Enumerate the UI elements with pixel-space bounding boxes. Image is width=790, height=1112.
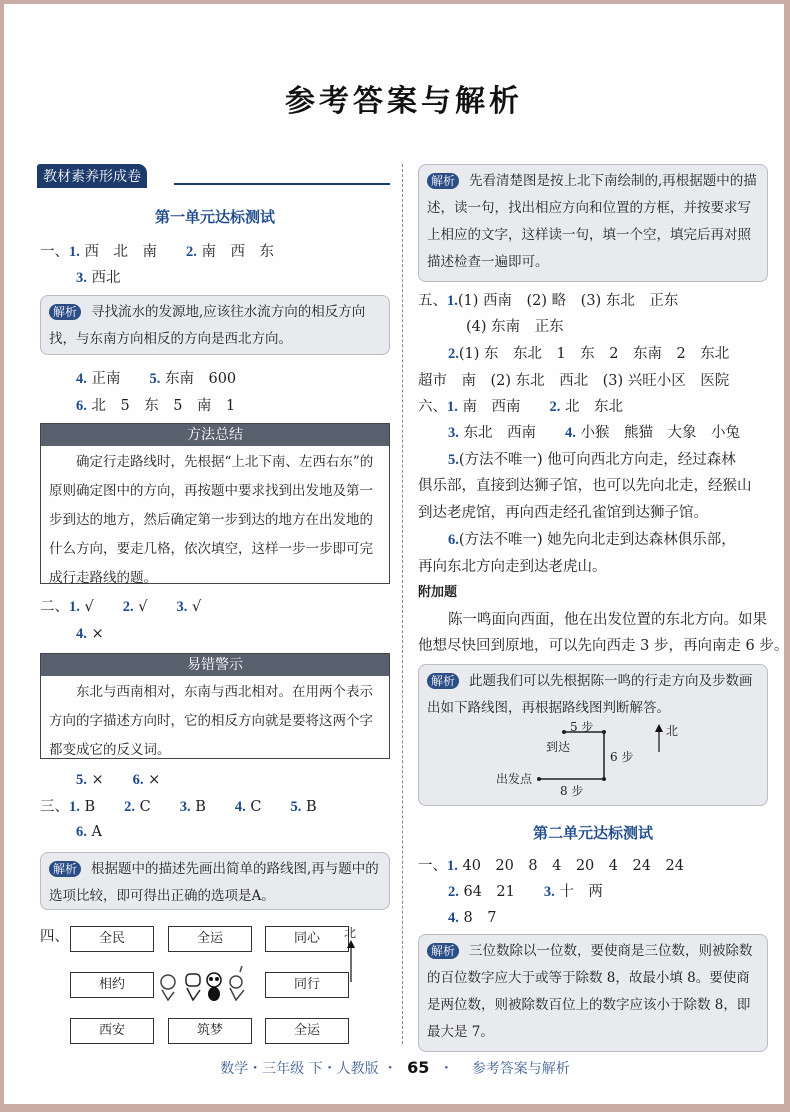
analysis-badge: 解析	[427, 943, 459, 959]
bonus-line1: 陈一鸣面向西面，他在出发位置的东北方向。如果	[448, 612, 767, 628]
word-box: 筑梦	[168, 1018, 252, 1044]
route-right-label: 6 步	[610, 750, 634, 764]
q1-row2: 3. 西北	[76, 270, 121, 286]
q5-line4: 超市 南 (2) 东北 西北 (3) 兴旺小区 医院	[418, 373, 730, 389]
column-divider	[402, 164, 403, 1044]
q6-5-line3: 到达老虎馆，再向西走经孔雀馆到达狮子馆。	[418, 505, 708, 521]
method-summary-box: 方法总结 确定行走路线时，先根据“上北下南、左西右东”的原则确定图中的方向，再按题中要求找到出发地及第一步到达的地方，然后确定第一步到达的地方在出发地的什么方向，要走几格，依次填空，这样一步一步即可完成行走路线的题。	[40, 423, 390, 584]
mascots-illustration	[154, 966, 254, 1010]
q5-line3: 2.(1) 东 东北 1 东 2 东南 2 东北	[448, 346, 730, 362]
page-footer: 数学・三年级 下・人教版 ・ 65 ・ 参考答案与解析	[220, 1058, 570, 1077]
q6-row1: 六、1. 南 西南 2. 北 东北	[418, 399, 623, 415]
analysis-badge: 解析	[427, 173, 459, 189]
q3-row2: 6. A	[76, 824, 102, 840]
q2-row2: 4. ×	[76, 626, 104, 642]
north-label: 北	[344, 926, 357, 940]
unit2-title: 第二单元达标测试	[532, 824, 653, 842]
word-box: 全民	[70, 926, 154, 952]
bonus-heading: 附加题	[418, 585, 458, 600]
footer-book-info: 数学・三年级 下・人教版	[220, 1061, 379, 1077]
page	[4, 4, 789, 1104]
q1-row4: 6. 北 5 东 5 南 1	[76, 398, 236, 414]
analysis-box: 解析 寻找流水的发源地,应该往水流方向的相反方向找，与东南方向相反的方向是西北方向。	[40, 295, 390, 355]
q6-5-line2: 俱乐部，直接到达狮子馆，也可以先向北走，经猴山	[418, 478, 752, 494]
unit1-title: 第一单元达标测试	[154, 208, 275, 226]
route-start-label: 出发点	[496, 772, 533, 786]
q6-6-line1: 6.(方法不唯一) 她先向北走到达森林俱乐部，	[448, 532, 736, 548]
word-box: 全运	[265, 1018, 349, 1044]
bonus-line2: 他想尽快回到原地，可以先向西走 3 步，再向南走 6 步。	[418, 638, 789, 654]
q2-row1: 二、1. √ 2. √ 3. √	[40, 599, 202, 615]
analysis-box: 解析 此题我们可以先根据陈一鸣的行走方向及步数画出如下路线图，再根据路线图判断解答。	[418, 664, 768, 806]
route-top-label: 5 步	[570, 720, 594, 734]
error-warning-box: 易错警示 东北与西南相对，东南与西北相对。在用两个表示方向的字描述方向时，它的相反方向就是要将这两个字都变成它的反义词。	[40, 653, 390, 759]
method-summary-heading: 方法总结	[41, 424, 389, 446]
analysis-badge: 解析	[427, 673, 459, 689]
route-bottom-label: 8 步	[560, 784, 584, 798]
u2-q1-row1: 一、1. 40 20 8 4 20 4 24 24	[418, 858, 684, 874]
q1-row1: 一、1. 西 北 南 2. 南 西 东	[40, 244, 274, 260]
q6-6-line2: 再向东北方向走到达老虎山。	[418, 559, 607, 575]
route-arrive-label: 到达	[546, 740, 571, 754]
q1-row3: 4. 正南 5. 东南 600	[76, 371, 237, 387]
footer-section: 参考答案与解析	[471, 1061, 570, 1077]
q6-row2: 3. 东北 西南 4. 小猴 熊猫 大象 小兔	[448, 425, 740, 441]
u2-q1-row3: 4. 8 7	[448, 910, 497, 926]
route-diagram	[494, 720, 714, 804]
error-warning-heading: 易错警示	[41, 654, 389, 676]
analysis-badge: 解析	[49, 304, 81, 320]
q4-label: 四、	[40, 929, 69, 945]
page-number: 65	[407, 1058, 430, 1077]
analysis-badge: 解析	[49, 861, 81, 877]
q6-5-line1: 5.(方法不唯一) 他可向西北方向走，经过森林	[448, 452, 736, 468]
word-box: 西安	[70, 1018, 154, 1044]
q3-row1: 三、1. B 2. C 3. B 4. C 5. B	[40, 799, 317, 815]
analysis-box: 解析 三位数除以一位数，要使商是三位数，则被除数的百位数字应大于或等于除数 8，故最小填 8。要使商是两位数，则被除数百位上的数字应该小于除数 8，即最大是 7。	[418, 934, 768, 1052]
u2-q1-row2: 2. 64 21 3. 十 两	[448, 884, 603, 900]
page-title: 参考答案与解析	[285, 84, 523, 119]
section-underline	[174, 183, 390, 185]
q5-line2: (4) 东南 正东	[466, 319, 564, 335]
word-box: 全运	[168, 926, 252, 952]
q2-row3: 5. × 6. ×	[76, 772, 161, 788]
north-arrow-icon	[346, 940, 356, 986]
q5-line1: 五、1.(1) 西南 (2) 略 (3) 东北 正东	[418, 293, 679, 309]
word-box: 相约	[70, 972, 154, 998]
word-box: 同心	[265, 926, 349, 952]
section-tag: 教材素养形成卷	[37, 164, 147, 188]
north-arrow-icon	[654, 724, 664, 756]
analysis-box: 解析 先看清楚图是按上北下南绘制的,再根据题中的描述，读一句，找出相应方向和位置的方框，并按要求写上相应的文字，这样读一句，填一个空，填完后再对照描述检查一遍即可。	[418, 164, 768, 282]
route-north-label: 北	[666, 724, 679, 738]
word-box: 同行	[265, 972, 349, 998]
analysis-box: 解析 根据题中的描述先画出简单的路线图,再与题中的选项比较，即可得出正确的选项是A。	[40, 852, 390, 910]
